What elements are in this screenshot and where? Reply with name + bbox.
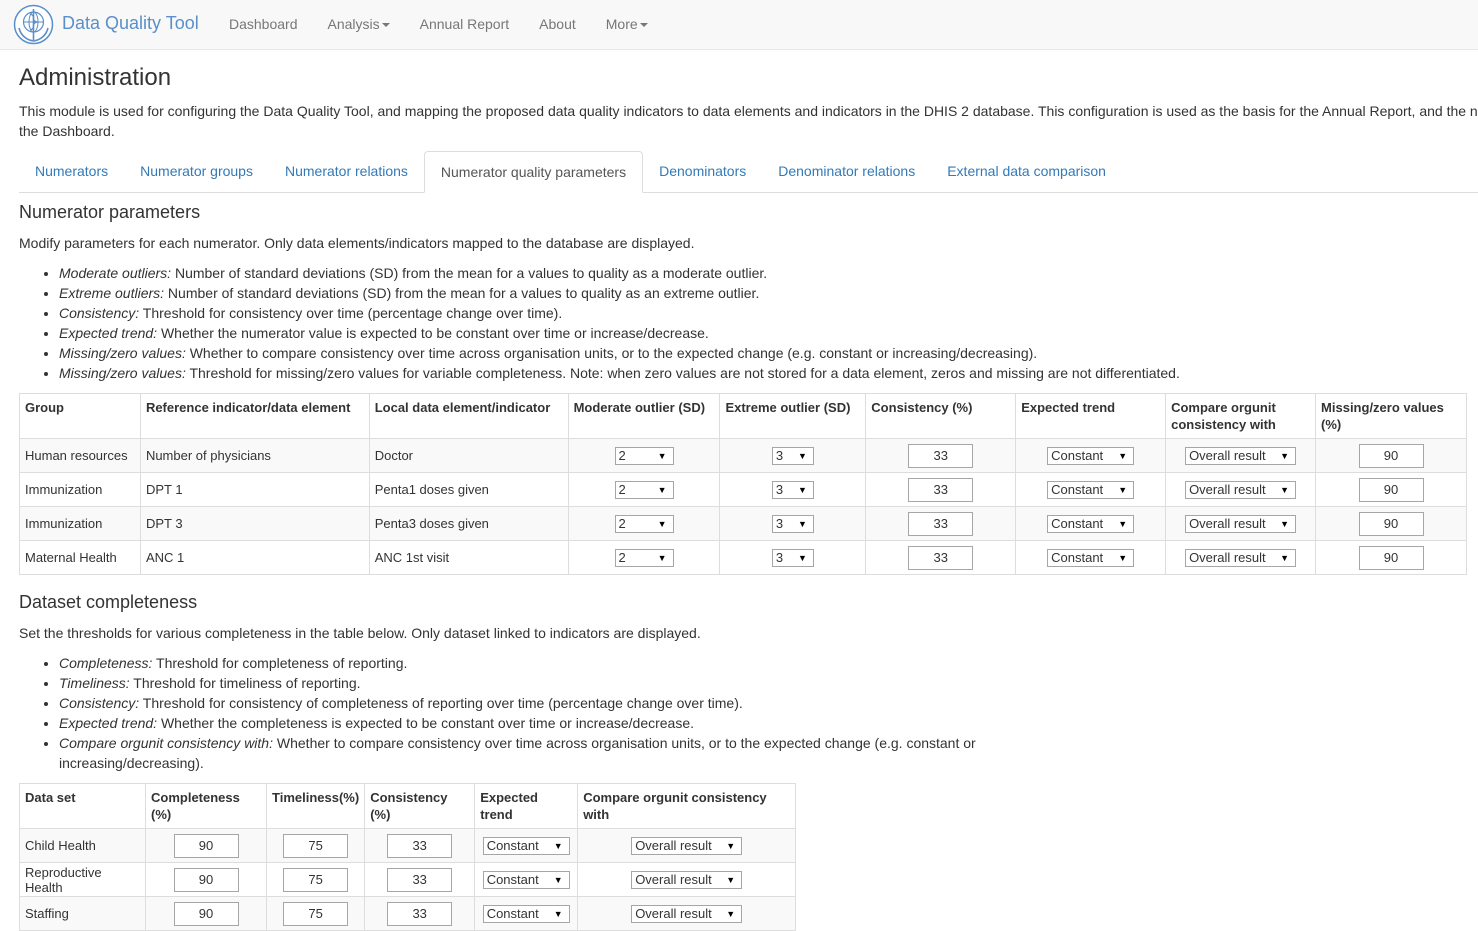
cell-timeliness bbox=[267, 863, 365, 897]
table-row bbox=[20, 541, 1467, 575]
compare-orgunit-select[interactable] bbox=[631, 905, 742, 923]
cell-reference: ANC 1 bbox=[140, 541, 369, 575]
moderate-outlier-select[interactable] bbox=[615, 549, 674, 567]
dropdown-arrow-icon: ▼ bbox=[1118, 484, 1128, 495]
cell-reference: Number of physicians bbox=[140, 439, 369, 473]
dataset-table-body bbox=[20, 829, 796, 931]
list-item bbox=[59, 323, 1478, 343]
tab-external-data-comparison[interactable]: External data comparison bbox=[947, 163, 1106, 179]
list-item bbox=[59, 653, 999, 673]
consistency-input[interactable]: 33 bbox=[908, 512, 973, 536]
column-header: Moderate outlier (SD) bbox=[568, 394, 720, 439]
select-value: Constant bbox=[486, 871, 539, 887]
column-header: Local data element/indicator bbox=[369, 394, 568, 439]
list-item bbox=[59, 283, 1478, 303]
cell-dataset: Staffing bbox=[20, 897, 146, 931]
numerator-parameters-table bbox=[19, 393, 1467, 575]
column-header: Missing/zero values (%) bbox=[1316, 394, 1467, 439]
compare-orgunit-select[interactable] bbox=[1185, 447, 1296, 465]
bullet-text: Threshold for timeliness of reporting. bbox=[129, 675, 361, 691]
moderate-outlier-select[interactable] bbox=[615, 447, 674, 465]
expected-trend-select[interactable] bbox=[1047, 481, 1134, 499]
cell-consistency bbox=[866, 439, 1016, 473]
dropdown-arrow-icon: ▼ bbox=[797, 552, 807, 563]
cell-completeness bbox=[146, 829, 267, 863]
cell-dataset: Child Health bbox=[20, 829, 146, 863]
select-value: 3 bbox=[775, 447, 784, 463]
bullet-term: Timeliness: bbox=[59, 675, 130, 691]
missing-zero-input[interactable]: 90 bbox=[1359, 478, 1424, 502]
consistency-input[interactable]: 33 bbox=[908, 546, 973, 570]
dropdown-arrow-icon: ▼ bbox=[1118, 450, 1128, 461]
select-value: 2 bbox=[618, 447, 626, 463]
timeliness-input[interactable]: 75 bbox=[283, 834, 348, 858]
expected-trend-select[interactable] bbox=[483, 905, 570, 923]
dataset-completeness-table bbox=[19, 783, 796, 931]
cell-consistency bbox=[866, 473, 1016, 507]
dropdown-arrow-icon: ▼ bbox=[797, 518, 807, 529]
main-content bbox=[19, 50, 1478, 931]
cell-trend bbox=[475, 897, 578, 931]
expected-trend-select[interactable] bbox=[1047, 549, 1134, 567]
nav-dashboard[interactable] bbox=[214, 0, 313, 50]
column-header: Reference indicator/data element bbox=[140, 394, 369, 439]
cell-compare bbox=[1166, 507, 1316, 541]
cell-consistency bbox=[365, 863, 475, 897]
table-header-row bbox=[20, 394, 1467, 439]
cell-moderate bbox=[568, 439, 720, 473]
bullet-text: Whether to compare consistency over time across organisation units, or to the expected change (e.g. constant or increasing/decreasing). bbox=[185, 345, 1038, 361]
list-item bbox=[59, 263, 1478, 283]
completeness-input[interactable]: 90 bbox=[174, 834, 239, 858]
tab-denominators[interactable]: Denominators bbox=[659, 163, 747, 179]
cell-group: Maternal Health bbox=[20, 541, 141, 575]
select-value: Constant bbox=[486, 837, 539, 853]
brand-title[interactable]: Data Quality Tool bbox=[62, 13, 199, 33]
cell-moderate bbox=[568, 473, 720, 507]
main-nav bbox=[214, 0, 663, 50]
nav-about-label: About bbox=[539, 16, 576, 32]
page-intro: This module is used for configuring the Data Quality Tool, and mapping the proposed data quality indicators to data elements and indicators in the DHIS 2 database. This configuration is used as the basis for the Annual Report, and the n the Dashboard. bbox=[19, 103, 1478, 139]
cell-completeness bbox=[146, 863, 267, 897]
bullet-text: Number of standard deviations (SD) from the mean for a values to quality as a moderate outlier. bbox=[171, 265, 768, 281]
bullet-term: Consistency: bbox=[59, 305, 140, 321]
dropdown-arrow-icon: ▼ bbox=[1280, 484, 1290, 495]
column-header: Data set bbox=[20, 784, 146, 829]
cell-reference: DPT 3 bbox=[140, 507, 369, 541]
dropdown-arrow-icon: ▼ bbox=[1280, 450, 1290, 461]
list-item bbox=[59, 673, 999, 693]
numerator-bullets bbox=[19, 263, 1478, 383]
cell-trend bbox=[1016, 541, 1166, 575]
list-item bbox=[59, 713, 999, 733]
cell-extreme bbox=[720, 507, 866, 541]
compare-orgunit-select[interactable] bbox=[1185, 549, 1296, 567]
consistency-input[interactable]: 33 bbox=[387, 868, 452, 892]
column-header: Completeness (%) bbox=[146, 784, 267, 829]
dropdown-arrow-icon: ▼ bbox=[797, 450, 807, 461]
bullet-text: Number of standard deviations (SD) from the mean for a values to quality as an extreme outlier. bbox=[164, 285, 760, 301]
bullet-text: Threshold for completeness of reporting. bbox=[152, 655, 408, 671]
column-header: Timeliness(%) bbox=[267, 784, 365, 829]
dataset-bullets bbox=[19, 653, 999, 773]
cell-trend bbox=[475, 829, 578, 863]
select-value: Constant bbox=[1051, 481, 1104, 497]
bullet-term: Consistency: bbox=[59, 695, 140, 711]
cell-trend bbox=[1016, 439, 1166, 473]
cell-group: Human resources bbox=[20, 439, 141, 473]
nav-about[interactable] bbox=[524, 0, 591, 50]
select-value: Constant bbox=[1051, 549, 1104, 565]
nav-dashboard-label: Dashboard bbox=[229, 16, 298, 32]
cell-consistency bbox=[365, 829, 475, 863]
navbar bbox=[0, 0, 1478, 50]
consistency-input[interactable]: 33 bbox=[387, 902, 452, 926]
moderate-outlier-select[interactable] bbox=[615, 515, 674, 533]
tab-numerator-relations[interactable]: Numerator relations bbox=[284, 163, 408, 179]
list-item bbox=[59, 733, 999, 773]
moderate-outlier-select[interactable] bbox=[615, 481, 674, 499]
dropdown-arrow-icon: ▼ bbox=[657, 450, 667, 461]
bullet-term: Missing/zero values: bbox=[59, 345, 186, 361]
cell-moderate bbox=[568, 507, 720, 541]
consistency-input[interactable]: 33 bbox=[908, 478, 973, 502]
cell-missing bbox=[1316, 507, 1467, 541]
cell-timeliness bbox=[267, 829, 365, 863]
list-item bbox=[59, 343, 1478, 363]
extreme-outlier-select[interactable] bbox=[772, 447, 814, 465]
cell-completeness bbox=[146, 897, 267, 931]
table-row bbox=[20, 829, 796, 863]
column-header: Expected trend bbox=[1016, 394, 1166, 439]
column-header: Extreme outlier (SD) bbox=[720, 394, 866, 439]
select-value: Overall result bbox=[635, 871, 712, 887]
cell-compare bbox=[578, 829, 796, 863]
table-row bbox=[20, 439, 1467, 473]
dropdown-arrow-icon: ▼ bbox=[1118, 552, 1128, 563]
nav-more-label: More bbox=[605, 16, 638, 32]
dropdown-arrow-icon: ▼ bbox=[657, 518, 667, 529]
bullet-term: Completeness: bbox=[59, 655, 153, 671]
cell-reference: DPT 1 bbox=[140, 473, 369, 507]
consistency-input[interactable]: 33 bbox=[908, 444, 973, 468]
bullet-text: Threshold for consistency over time (percentage change over time). bbox=[139, 305, 563, 321]
cell-consistency bbox=[866, 541, 1016, 575]
cell-moderate bbox=[568, 541, 720, 575]
nav-annual-report-label: Annual Report bbox=[419, 16, 510, 32]
column-header: Expected trend bbox=[475, 784, 578, 829]
cell-trend bbox=[1016, 473, 1166, 507]
compare-orgunit-select[interactable] bbox=[631, 837, 742, 855]
select-value: 2 bbox=[618, 481, 626, 497]
extreme-outlier-select[interactable] bbox=[772, 549, 814, 567]
dropdown-arrow-icon: ▼ bbox=[1280, 552, 1290, 563]
dropdown-arrow-icon: ▼ bbox=[797, 484, 807, 495]
cell-local: ANC 1st visit bbox=[369, 541, 568, 575]
select-value: Overall result bbox=[1189, 447, 1266, 463]
bullet-term: Expected trend: bbox=[59, 715, 158, 731]
cell-local: Penta3 doses given bbox=[369, 507, 568, 541]
extreme-outlier-select[interactable] bbox=[772, 481, 814, 499]
cell-compare bbox=[578, 897, 796, 931]
table-row bbox=[20, 507, 1467, 541]
extreme-outlier-select[interactable] bbox=[772, 515, 814, 533]
nav-analysis-label: Analysis bbox=[327, 16, 380, 32]
cell-compare bbox=[1166, 439, 1316, 473]
cell-local: Doctor bbox=[369, 439, 568, 473]
cell-dataset: Reproductive Health bbox=[20, 863, 146, 897]
bullet-term: Compare orgunit consistency with: bbox=[59, 735, 273, 751]
column-header: Consistency (%) bbox=[866, 394, 1016, 439]
select-value: 3 bbox=[775, 515, 784, 531]
cell-missing bbox=[1316, 473, 1467, 507]
table-row bbox=[20, 473, 1467, 507]
bullet-text: Whether to compare consistency over time across organisation units, or to the expected change (e.g. constant or increasing/decreasing). bbox=[59, 735, 976, 771]
timeliness-input[interactable]: 75 bbox=[283, 868, 348, 892]
cell-extreme bbox=[720, 473, 866, 507]
cell-consistency bbox=[866, 507, 1016, 541]
bullet-text: Threshold for consistency of completeness of reporting over time (percentage change over time). bbox=[139, 695, 743, 711]
bullet-text: Threshold for missing/zero values for variable completeness. Note: when zero values are not stored for a data element, zeros and missing are not differentiated. bbox=[185, 365, 1180, 381]
list-item bbox=[59, 693, 999, 713]
select-value: Constant bbox=[486, 905, 539, 921]
select-value: Overall result bbox=[635, 905, 712, 921]
select-value: Constant bbox=[1051, 447, 1104, 463]
who-logo-icon[interactable] bbox=[13, 4, 54, 45]
admin-tabs bbox=[19, 151, 1478, 193]
dropdown-arrow-icon: ▼ bbox=[657, 552, 667, 563]
numerator-table-body bbox=[20, 439, 1467, 575]
table-header-row bbox=[20, 784, 796, 829]
dropdown-arrow-icon: ▼ bbox=[726, 874, 736, 885]
bullet-text: Whether the numerator value is expected to be constant over time or increase/decrease. bbox=[157, 325, 709, 341]
dropdown-arrow-icon: ▼ bbox=[1118, 518, 1128, 529]
list-item bbox=[59, 303, 1478, 323]
table-row bbox=[20, 897, 796, 931]
dropdown-arrow-icon: ▼ bbox=[553, 840, 563, 851]
completeness-input[interactable]: 90 bbox=[174, 868, 239, 892]
cell-missing bbox=[1316, 439, 1467, 473]
cell-missing bbox=[1316, 541, 1467, 575]
numerator-section-description: Modify parameters for each numerator. Only data elements/indicators mapped to the database are displayed. bbox=[19, 235, 695, 251]
tab-numerator-quality-parameters[interactable]: Numerator quality parameters bbox=[424, 151, 643, 193]
select-value: Overall result bbox=[1189, 515, 1266, 531]
bullet-text: Whether the completeness is expected to be constant over time or increase/decrease. bbox=[157, 715, 695, 731]
bullet-term: Expected trend: bbox=[59, 325, 158, 341]
cell-trend bbox=[1016, 507, 1166, 541]
page-title: Administration bbox=[19, 64, 172, 91]
expected-trend-select[interactable] bbox=[483, 837, 570, 855]
tab-numerators[interactable]: Numerators bbox=[35, 163, 109, 179]
missing-zero-input[interactable]: 90 bbox=[1359, 512, 1424, 536]
cell-group: Immunization bbox=[20, 507, 141, 541]
list-item bbox=[59, 363, 1478, 383]
expected-trend-select[interactable] bbox=[1047, 447, 1134, 465]
cell-compare bbox=[578, 863, 796, 897]
column-header: Compare orgunit consistency with bbox=[578, 784, 796, 829]
bullet-term: Extreme outliers: bbox=[59, 285, 165, 301]
caret-down-icon bbox=[640, 23, 648, 27]
dataset-section-description: Set the thresholds for various completeness in the table below. Only dataset linked to indicators are displayed. bbox=[19, 625, 701, 641]
missing-zero-input[interactable]: 90 bbox=[1359, 546, 1424, 570]
nav-annual-report[interactable] bbox=[405, 0, 525, 50]
cell-compare bbox=[1166, 541, 1316, 575]
select-value: Overall result bbox=[1189, 481, 1266, 497]
timeliness-input[interactable]: 75 bbox=[283, 902, 348, 926]
select-value: Overall result bbox=[1189, 549, 1266, 565]
consistency-input[interactable]: 33 bbox=[387, 834, 452, 858]
cell-extreme bbox=[720, 541, 866, 575]
tab-numerator-groups[interactable]: Numerator groups bbox=[140, 163, 253, 179]
completeness-input[interactable]: 90 bbox=[174, 902, 239, 926]
cell-consistency bbox=[365, 897, 475, 931]
select-value: Overall result bbox=[635, 837, 712, 853]
select-value: 3 bbox=[775, 481, 784, 497]
cell-local: Penta1 doses given bbox=[369, 473, 568, 507]
column-header: Consistency (%) bbox=[365, 784, 475, 829]
cell-timeliness bbox=[267, 897, 365, 931]
dataset-section-title: Dataset completeness bbox=[19, 592, 198, 612]
select-value: 2 bbox=[618, 515, 626, 531]
dropdown-arrow-icon: ▼ bbox=[657, 484, 667, 495]
bullet-term: Missing/zero values: bbox=[59, 365, 186, 381]
bullet-term: Moderate outliers: bbox=[59, 265, 172, 281]
compare-orgunit-select[interactable] bbox=[1185, 515, 1296, 533]
dropdown-arrow-icon: ▼ bbox=[726, 908, 736, 919]
nav-more[interactable] bbox=[591, 0, 663, 50]
cell-group: Immunization bbox=[20, 473, 141, 507]
select-value: 3 bbox=[775, 549, 784, 565]
select-value: Constant bbox=[1051, 515, 1104, 531]
compare-orgunit-select[interactable] bbox=[1185, 481, 1296, 499]
expected-trend-select[interactable] bbox=[1047, 515, 1134, 533]
dropdown-arrow-icon: ▼ bbox=[726, 840, 736, 851]
numerator-section-title: Numerator parameters bbox=[19, 202, 201, 222]
expected-trend-select[interactable] bbox=[483, 871, 570, 889]
caret-down-icon bbox=[382, 23, 390, 27]
nav-analysis[interactable] bbox=[313, 0, 405, 50]
missing-zero-input[interactable]: 90 bbox=[1359, 444, 1424, 468]
select-value: 2 bbox=[618, 549, 626, 565]
cell-compare bbox=[1166, 473, 1316, 507]
column-header: Compare orgunit consistency with bbox=[1166, 394, 1316, 439]
cell-extreme bbox=[720, 439, 866, 473]
cell-trend bbox=[475, 863, 578, 897]
table-row bbox=[20, 863, 796, 897]
dropdown-arrow-icon: ▼ bbox=[553, 874, 563, 885]
tab-denominator-relations[interactable]: Denominator relations bbox=[778, 163, 916, 179]
dropdown-arrow-icon: ▼ bbox=[553, 908, 563, 919]
compare-orgunit-select[interactable] bbox=[631, 871, 742, 889]
column-header: Group bbox=[20, 394, 141, 439]
dropdown-arrow-icon: ▼ bbox=[1280, 518, 1290, 529]
